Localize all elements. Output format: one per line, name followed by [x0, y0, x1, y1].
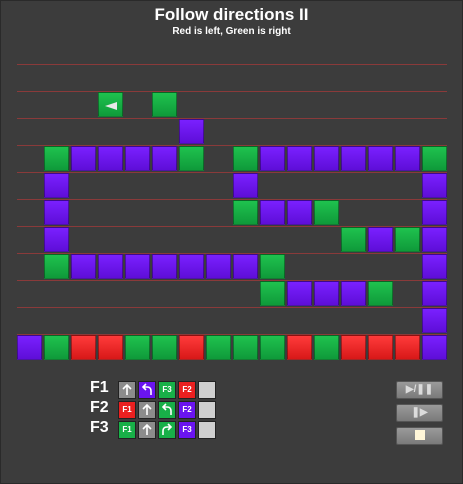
board-tile-purple: [368, 146, 393, 171]
step-button[interactable]: [396, 404, 443, 422]
board-tile-green: [422, 146, 447, 171]
ship-icon: [105, 102, 117, 110]
board-tile-green: [314, 335, 339, 360]
program-slot-call[interactable]: F2: [178, 381, 196, 399]
board-tile-green: [206, 335, 231, 360]
board-tile-purple: [422, 308, 447, 333]
board-gridline: [17, 172, 447, 173]
board-tile-purple: [179, 254, 204, 279]
board-tile-green: [233, 335, 258, 360]
board-tile-red: [395, 335, 420, 360]
board-tile-green: [179, 146, 204, 171]
page-title: Follow directions II: [154, 5, 309, 24]
board-gridline: [17, 199, 447, 200]
board-tile-purple: [71, 254, 96, 279]
board-tile-green: [341, 227, 366, 252]
board-tile-green: [44, 146, 69, 171]
play-pause-icon: ▶/❚❚: [405, 384, 434, 395]
stop-icon: [415, 430, 425, 440]
board-tile-purple: [44, 227, 69, 252]
program-slot-call[interactable]: F1: [118, 421, 136, 439]
board-tile-purple: [233, 254, 258, 279]
board-tile-red: [341, 335, 366, 360]
board-tile-purple: [287, 281, 312, 306]
program-slot-forward-icon[interactable]: [138, 421, 156, 439]
program-slot-turn-right-icon[interactable]: [158, 421, 176, 439]
board-tile-green: [152, 335, 177, 360]
board-tile-purple: [368, 227, 393, 252]
board-tile-green: [44, 254, 69, 279]
board-tile-purple: [341, 146, 366, 171]
board-gridline: [17, 307, 447, 308]
board-tile-purple: [17, 335, 42, 360]
board-tile-purple: [341, 281, 366, 306]
board-tile-purple: [422, 173, 447, 198]
step-icon: ❚▶: [411, 407, 428, 418]
board-tile-purple: [314, 281, 339, 306]
board-tile-purple: [287, 200, 312, 225]
board-tile-purple: [152, 146, 177, 171]
program-slot-turn-left-icon[interactable]: [138, 381, 156, 399]
board-tile-purple: [422, 335, 447, 360]
play-pause-button[interactable]: [396, 381, 443, 399]
board-tile-green: [98, 92, 123, 117]
function-label: F2: [90, 399, 109, 416]
board-tile-green: [395, 227, 420, 252]
board-tile-green: [125, 335, 150, 360]
board-tile-green: [314, 200, 339, 225]
program-slot-turn-left-icon[interactable]: [158, 401, 176, 419]
board-tile-purple: [71, 146, 96, 171]
board-tile-purple: [422, 200, 447, 225]
board-tile-green: [233, 200, 258, 225]
board-tile-purple: [44, 200, 69, 225]
board-tile-green: [44, 335, 69, 360]
board-tile-red: [71, 335, 96, 360]
board-gridline: [17, 64, 447, 65]
board-tile-red: [179, 335, 204, 360]
program-slot-empty[interactable]: [198, 401, 216, 419]
board-tile-green: [260, 254, 285, 279]
board-tile-purple: [206, 254, 231, 279]
board-tile-purple: [422, 254, 447, 279]
board-tile-green: [233, 146, 258, 171]
board-tile-purple: [125, 146, 150, 171]
board-tile-purple: [422, 281, 447, 306]
function-label: F3: [90, 419, 109, 436]
board-tile-red: [368, 335, 393, 360]
board-tile-green: [260, 335, 285, 360]
board-tile-green: [152, 92, 177, 117]
page-subtitle: Red is left, Green is right: [172, 26, 291, 37]
board-tile-purple: [44, 173, 69, 198]
board-tile-purple: [125, 254, 150, 279]
stop-button[interactable]: [396, 427, 443, 445]
program-slot-call[interactable]: F1: [118, 401, 136, 419]
board-tile-purple: [260, 146, 285, 171]
program-slot-call[interactable]: F3: [158, 381, 176, 399]
program-slot-forward-icon[interactable]: [138, 401, 156, 419]
program-slot-forward-icon[interactable]: [118, 381, 136, 399]
program-slot-empty[interactable]: [198, 421, 216, 439]
function-label: F1: [90, 379, 109, 396]
board-tile-purple: [233, 173, 258, 198]
board-tile-purple: [287, 146, 312, 171]
board-tile-purple: [422, 227, 447, 252]
board-tile-purple: [179, 119, 204, 144]
board-tile-green: [368, 281, 393, 306]
board-tile-red: [287, 335, 312, 360]
program-slot-call[interactable]: F2: [178, 401, 196, 419]
board-tile-purple: [98, 254, 123, 279]
board-tile-purple: [314, 146, 339, 171]
board-tile-purple: [395, 146, 420, 171]
board-gridline: [17, 118, 447, 119]
board-tile-purple: [152, 254, 177, 279]
board-tile-purple: [260, 200, 285, 225]
board-tile-red: [98, 335, 123, 360]
program-slot-empty[interactable]: [198, 381, 216, 399]
board-tile-green: [260, 281, 285, 306]
board-gridline: [17, 91, 447, 92]
board-tile-purple: [98, 146, 123, 171]
program-slot-call[interactable]: F3: [178, 421, 196, 439]
